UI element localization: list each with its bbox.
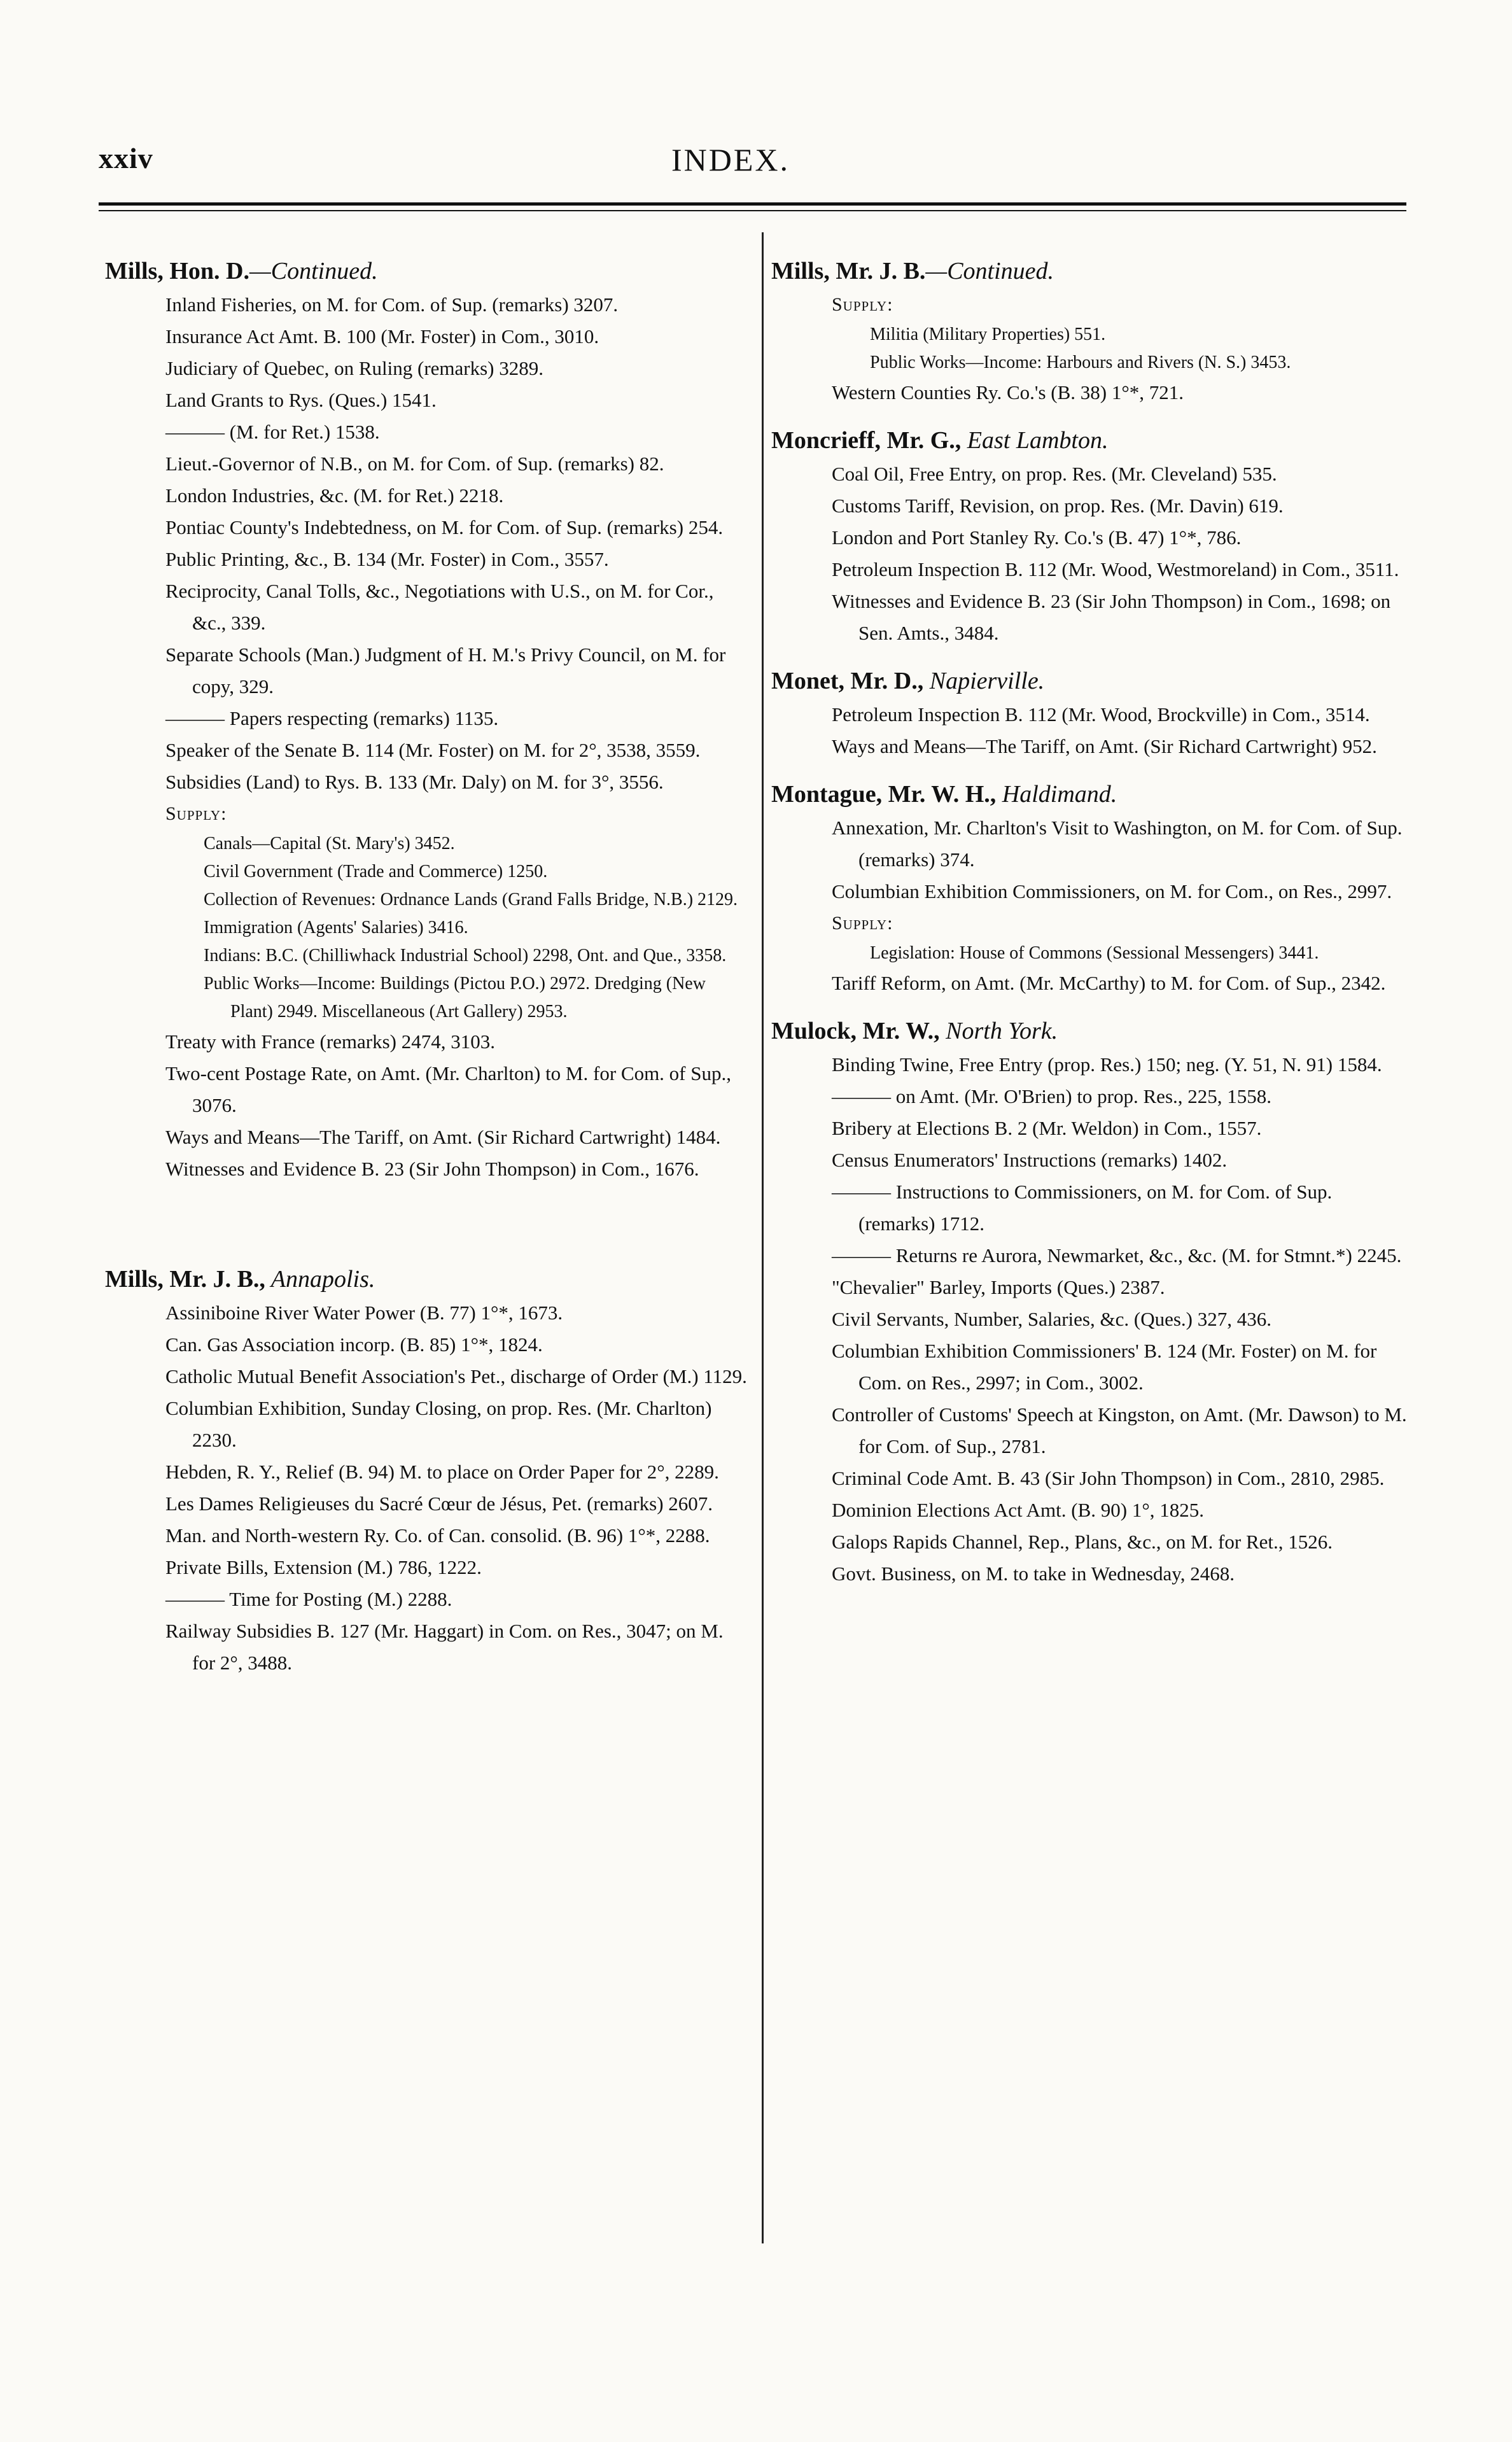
- index-block: [771, 663, 1408, 762]
- supply-entry: Indians: B.C. (Chilliwhack Industrial School) 2298, Ont. and Que., 3358.: [204, 946, 727, 965]
- index-entry: Private Bills, Extension (M.) 786, 1222.: [165, 1556, 482, 1578]
- index-entry: Petroleum Inspection B. 112 (Mr. Wood, Westmoreland) in Com., 3511.: [832, 558, 1399, 580]
- index-block: [771, 1013, 1412, 1590]
- index-entry: Columbian Exhibition Commissioners' B. 124 (Mr. Foster) on M. for Com. on Res., 2997; in Com., 3002.: [832, 1340, 1382, 1394]
- index-entry: Columbian Exhibition, Sunday Closing, on prop. Res. (Mr. Charlton) 2230.: [165, 1397, 717, 1451]
- supply-entry: Militia (Military Properties) 551.: [870, 325, 1106, 344]
- index-entry: Ways and Means—The Tariff, on Amt. (Sir Richard Cartwright) 1484.: [165, 1126, 721, 1148]
- supply-entry: Immigration (Agents' Salaries) 3416.: [204, 918, 468, 937]
- index-entry: Separate Schools (Man.) Judgment of H. M.'s Privy Council, on M. for copy, 329.: [165, 643, 731, 698]
- page-title: INDEX.: [671, 142, 790, 178]
- header-rule-thin: [99, 210, 1406, 211]
- index-entry: Land Grants to Rys. (Ques.) 1541.: [165, 389, 437, 411]
- supply-label: Supply:: [832, 913, 893, 934]
- index-block: [771, 776, 1408, 999]
- index-entry: ——— Returns re Aurora, Newmarket, &c., &c. (M. for Stmnt.*) 2245.: [832, 1244, 1402, 1267]
- index-entry: Hebden, R. Y., Relief (B. 94) M. to place on Order Paper for 2°, 2289.: [165, 1461, 719, 1483]
- right-column: [771, 253, 1412, 1590]
- supply-entry: Legislation: House of Commons (Sessional Messengers) 3441.: [870, 943, 1319, 963]
- index-entry: London and Port Stanley Ry. Co.'s (B. 47) 1°*, 786.: [832, 526, 1242, 549]
- index-entry: Columbian Exhibition Commissioners, on M. for Com., on Res., 2997.: [832, 880, 1392, 902]
- supply-entry: Civil Government (Trade and Commerce) 1250.: [204, 862, 548, 881]
- index-entry: Witnesses and Evidence B. 23 (Sir John Thompson) in Com., 1676.: [165, 1158, 699, 1180]
- supply-label: Supply:: [832, 294, 893, 315]
- index-entry: London Industries, &c. (M. for Ret.) 2218.: [165, 484, 504, 507]
- supply-entry: Canals—Capital (St. Mary's) 3452.: [204, 834, 455, 853]
- index-entry: Treaty with France (remarks) 2474, 3103.: [165, 1030, 495, 1053]
- index-entry: Judiciary of Quebec, on Ruling (remarks) 3289.: [165, 357, 544, 379]
- index-block: [771, 253, 1408, 409]
- index-entry: Western Counties Ry. Co.'s (B. 38) 1°*, 721.: [832, 381, 1184, 403]
- page-number: xxiv: [99, 142, 153, 174]
- column-divider: [762, 232, 764, 2243]
- index-heading: [771, 776, 1408, 812]
- index-entry: Galops Rapids Channel, Rep., Plans, &c., on M. for Ret., 1526.: [832, 1531, 1333, 1553]
- block-spacer: [771, 409, 1408, 423]
- index-entry: Insurance Act Amt. B. 100 (Mr. Foster) in Com., 3010.: [165, 325, 599, 347]
- heading-suffix: —Continued.: [249, 258, 378, 284]
- header-rule-thick: [99, 202, 1406, 206]
- block-spacer: [771, 999, 1408, 1013]
- index-entry: ——— Papers respecting (remarks) 1135.: [165, 707, 499, 729]
- block-spacer: [771, 762, 1408, 776]
- index-entry: Public Printing, &c., B. 134 (Mr. Foster) in Com., 3557.: [165, 548, 609, 570]
- index-block: [105, 253, 748, 1185]
- index-entry: Assiniboine River Water Power (B. 77) 1°*, 1673.: [165, 1302, 563, 1324]
- index-heading: [771, 663, 1408, 699]
- heading-name: Mulock, Mr. W.,: [771, 1018, 940, 1044]
- index-entry: Controller of Customs' Speech at Kingston, on Amt. (Mr. Dawson) to M. for Com. of Sup., 2781.: [832, 1403, 1412, 1457]
- index-entry: Les Dames Religieuses du Sacré Cœur de Jésus, Pet. (remarks) 2607.: [165, 1492, 713, 1515]
- heading-suffix: Haldimand.: [996, 781, 1117, 808]
- index-heading: [105, 253, 748, 289]
- block-spacer: [105, 1185, 748, 1261]
- index-entry: Criminal Code Amt. B. 43 (Sir John Thompson) in Com., 2810, 2985.: [832, 1467, 1385, 1489]
- index-entry: Petroleum Inspection B. 112 (Mr. Wood, Brockville) in Com., 3514.: [832, 703, 1370, 726]
- heading-name: Moncrieff, Mr. G.,: [771, 427, 962, 454]
- index-entry: "Chevalier" Barley, Imports (Ques.) 2387.: [832, 1276, 1165, 1298]
- index-entry: Coal Oil, Free Entry, on prop. Res. (Mr. Cleveland) 535.: [832, 463, 1277, 485]
- index-heading: [105, 1261, 748, 1297]
- index-entry: ——— on Amt. (Mr. O'Brien) to prop. Res., 225, 1558.: [832, 1085, 1272, 1107]
- supply-entry: Collection of Revenues: Ordnance Lands (Grand Falls Bridge, N.B.) 2129.: [204, 890, 738, 909]
- index-entry: Govt. Business, on M. to take in Wednesday, 2468.: [832, 1562, 1235, 1585]
- index-entry: Subsidies (Land) to Rys. B. 133 (Mr. Daly) on M. for 3°, 3556.: [165, 771, 664, 793]
- index-entry: Reciprocity, Canal Tolls, &c., Negotiations with U.S., on M. for Cor., &c., 339.: [165, 580, 719, 634]
- heading-name: Mills, Mr. J. B.: [771, 258, 926, 284]
- index-entry: Binding Twine, Free Entry (prop. Res.) 150; neg. (Y. 51, N. 91) 1584.: [832, 1053, 1382, 1076]
- index-entry: Census Enumerators' Instructions (remarks) 1402.: [832, 1149, 1228, 1171]
- supply-label: Supply:: [165, 803, 227, 824]
- index-entry: Tariff Reform, on Amt. (Mr. McCarthy) to M. for Com. of Sup., 2342.: [832, 972, 1386, 994]
- index-entry: Customs Tariff, Revision, on prop. Res. (Mr. Davin) 619.: [832, 495, 1284, 517]
- heading-suffix: —Continued.: [925, 258, 1054, 284]
- index-entry: ——— Instructions to Commissioners, on M. for Com. of Sup. (remarks) 1712.: [832, 1181, 1337, 1235]
- index-heading: [771, 423, 1408, 458]
- left-column: [105, 253, 748, 1679]
- index-entry: Ways and Means—The Tariff, on Amt. (Sir Richard Cartwright) 952.: [832, 735, 1377, 757]
- index-entry: ——— Time for Posting (M.) 2288.: [165, 1588, 452, 1610]
- index-entry: Dominion Elections Act Amt. (B. 90) 1°, 1825.: [832, 1499, 1205, 1521]
- index-entry: Catholic Mutual Benefit Association's Pet., discharge of Order (M.) 1129.: [165, 1365, 747, 1387]
- index-entry: Speaker of the Senate B. 114 (Mr. Foster) on M. for 2°, 3538, 3559.: [165, 739, 701, 761]
- index-entry: ——— (M. for Ret.) 1538.: [165, 421, 380, 443]
- heading-suffix: North York.: [939, 1018, 1058, 1044]
- heading-name: Montague, Mr. W. H.,: [771, 781, 997, 808]
- index-heading: [771, 1013, 1408, 1049]
- index-entry: Man. and North-western Ry. Co. of Can. consolid. (B. 96) 1°*, 2288.: [165, 1524, 710, 1547]
- index-heading: [771, 253, 1408, 289]
- index-block: [771, 423, 1408, 649]
- index-entry: Railway Subsidies B. 127 (Mr. Haggart) in Com. on Res., 3047; on M. for 2°, 3488.: [165, 1620, 729, 1674]
- index-entry: Civil Servants, Number, Salaries, &c. (Ques.) 327, 436.: [832, 1308, 1271, 1330]
- index-entry: Witnesses and Evidence B. 23 (Sir John Thompson) in Com., 1698; on Sen. Amts., 3484.: [832, 590, 1396, 644]
- heading-suffix: Napierville.: [923, 668, 1045, 694]
- index-entry: Inland Fisheries, on M. for Com. of Sup. (remarks) 3207.: [165, 293, 619, 316]
- heading-name: Monet, Mr. D.,: [771, 668, 924, 694]
- index-entry: Lieut.-Governor of N.B., on M. for Com. of Sup. (remarks) 82.: [165, 453, 664, 475]
- index-block: [105, 1261, 748, 1679]
- index-entry: Can. Gas Association incorp. (B. 85) 1°*, 1824.: [165, 1333, 543, 1356]
- supply-entry: Public Works—Income: Harbours and Rivers (N. S.) 3453.: [870, 353, 1291, 372]
- heading-suffix: East Lambton.: [961, 427, 1109, 454]
- block-spacer: [771, 649, 1408, 663]
- heading-name: Mills, Mr. J. B.,: [105, 1266, 265, 1293]
- index-entry: Annexation, Mr. Charlton's Visit to Washington, on M. for Com. of Sup. (remarks) 374.: [832, 817, 1408, 871]
- index-entry: Two-cent Postage Rate, on Amt. (Mr. Charlton) to M. for Com. of Sup., 3076.: [165, 1062, 736, 1116]
- supply-entry: Public Works—Income: Buildings (Pictou P.O.) 2972. Dredging (New Plant) 2949. Miscellaneous (Art Gallery) 2953.: [204, 974, 710, 1021]
- heading-name: Mills, Hon. D.: [105, 258, 249, 284]
- heading-suffix: Annapolis.: [265, 1266, 375, 1293]
- index-entry: Bribery at Elections B. 2 (Mr. Weldon) in Com., 1557.: [832, 1117, 1262, 1139]
- index-entry: Pontiac County's Indebtedness, on M. for Com. of Sup. (remarks) 254.: [165, 516, 724, 538]
